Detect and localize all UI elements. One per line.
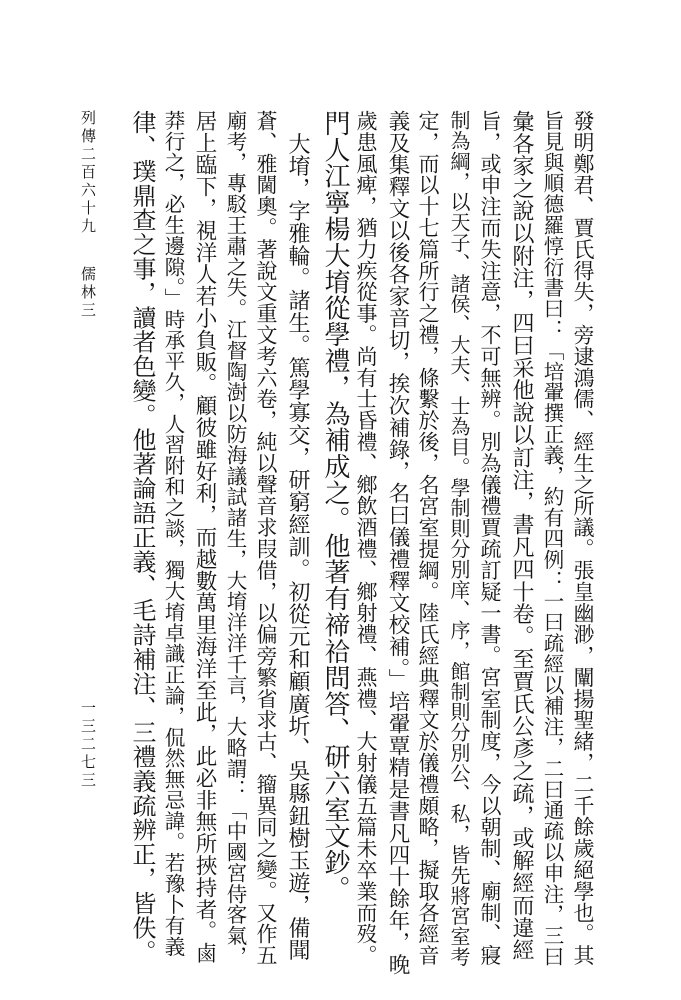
page-number: 一三二七三: [79, 700, 97, 790]
text-column-9: 門人江寧楊大堉從學禮，為補成之。他著有禘祫問答、研六室文鈔。: [320, 110, 350, 902]
text-column-12: 廟考，專駁王肅之失。江督陶澍以防海議試諸生，大堉洋洋千言，大略謂：「中國宮侍客氣，: [223, 110, 247, 967]
text-column-5: 制為綱，以天子、諸侯、大夫、士為目。學制則分別庠、序，館制則分別公、私，皆先將宮室考: [447, 110, 471, 967]
text-column-3: 彙各家之說以附注，四曰采他說以訂注，書凡四十卷。至賈氏公彥之疏，或解經而違經: [509, 110, 534, 962]
text-column-6: 定，而以十七篇所行之禮，條繫於後，名宮室提綱。陸氏經典釋文於儀禮頗略，擬取各經音: [416, 110, 440, 966]
running-head-title: 列傳二百六十九: [79, 110, 97, 236]
text-column-7: 義及集釋文以後各家音切，挨次補錄，名曰儀禮釋文校補。」培翬覃精是書凡四十餘年，晚: [385, 110, 410, 976]
text-column-10: 大堉，字雅輪。諸生。篤學寡交，研窮經訓。初從元和顧廣圻、吳縣鈕樹玉遊，備聞: [285, 110, 310, 962]
running-head: [78, 110, 99, 320]
text-column-4: 旨，或申注而失注意，不可無辨。別為儀禮賈疏訂疑一書。宮室制度，今以朝制、廟制、寢: [478, 110, 502, 966]
text-column-8: 歲患風痺，猶力疾從事。尚有士昏禮、鄉飲酒禮、鄉射禮、燕禮、大射儀五篇未卒業而歿。: [354, 110, 378, 966]
text-column-2: 旨見與順德羅惇衍書曰：「培翬撰正義，約有四例：一曰疏經以補注，二曰通疏以申注，三曰: [540, 110, 564, 967]
text-column-11: 蒼、雅閫奧。著說文重文考六卷，純以聲音求叚借，以偏旁繁省求古、籀異同之變。又作五: [254, 110, 278, 966]
text-column-14: 莽行之，必生邊隙。」時承平久，人習附和之談，獨大堉卓識正論，侃然無忌諱。若豫卜有義: [161, 110, 185, 957]
running-head-section: 儒林三: [79, 266, 97, 320]
text-column-1: 發明鄭君、賈氏得失，旁逮鴻儒、經生之所議。張皇幽渺，闡揚聖緒，二千餘歲絕學也。其: [571, 110, 595, 966]
text-column-15: 律、璞鼎查之事，讀者色變。他著論語正義、毛詩補注、三禮義疏辨正，皆佚。: [128, 110, 156, 964]
text-column-13: 居上臨下，視洋人若小負販。顧彼雖好利，而越數萬里海洋至此，此必非無所挾持者。鹵: [192, 110, 217, 965]
